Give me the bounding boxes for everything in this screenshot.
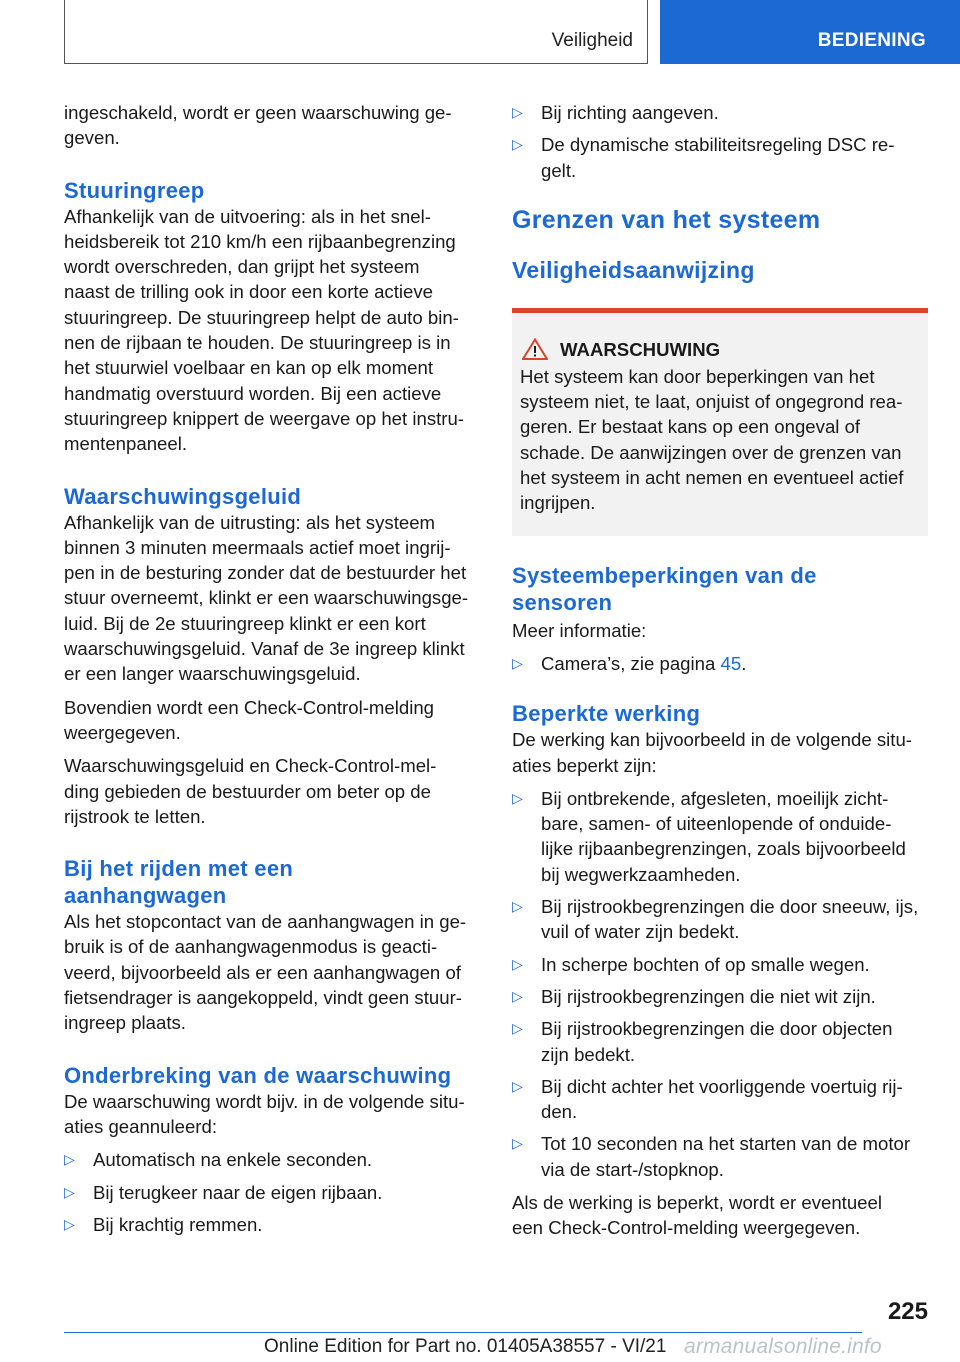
right-column [512,100,928,1241]
triangle-bullet-icon: ▷ [512,987,523,1004]
aanhangwagen-heading: Bij het rijden met een aanhangwagen [64,856,294,909]
list-item: ▷ Bij ontbrekende, afgesleten, moeilijk zicht- bare, samen- of uiteenlopende of onduide- lijke rijbaanbegrenzingen, zoals bijvoorbeeld bij wegwerkzaamheden. [512,787,906,885]
beperkte-werking-list [512,786,928,1182]
list-item: ▷ In scherpe bochten of op smalle wegen. [512,952,928,977]
triangle-bullet-icon: ▷ [64,1215,75,1232]
beperkte-werking-heading: Beperkte werking [512,701,701,727]
list-item: ▷ Bij rijstrookbegrenzingen die door objecten zijn bedekt. [512,1018,893,1065]
chapter-title: BEDIENING [817,30,926,51]
triangle-bullet-icon: ▷ [64,1183,75,1200]
section-title: Veiligheid [551,30,633,51]
waarschuwingsgeluid-p2: Bovendien wordt een Check-Control-melding weergegeven. [64,696,435,743]
list-item: ▷ Bij dicht achter het voorliggende voertuig rij- den. [512,1075,903,1123]
triangle-bullet-icon: ▷ [512,136,523,153]
list-item: ▷ Bij terugkeer naar de eigen rijbaan. [64,1180,478,1205]
triangle-bullet-icon: ▷ [512,104,523,120]
top-list [512,100,928,183]
triangle-bullet-icon: ▷ [512,789,523,806]
list-item: ▷ Tot 10 seconden na het starten van de motor via de start-/stopknop. [512,1133,911,1180]
list-item: ▷ Camera’s, zie pagina 45. [512,651,928,676]
onderbreking-list [64,1147,478,1237]
page-number: 225 [887,1298,928,1325]
onderbreking-heading: Onderbreking van de waarschuwing [64,1062,452,1088]
triangle-bullet-icon: ▷ [512,955,523,972]
watermark-logo: armanualsonline.info [684,1335,882,1358]
waarschuwingsgeluid-body: Afhankelijk van de uitrusting: als het systeem binnen 3 minuten meermaals actief moet ingrij- pen in de besturing zonder dat de bestuurder het stuur overneemt, klinkt er een waarschuwingsge- luid. Bij de 2e stuuringreep klinkt er een kort waarschuwingsgeluid. Vanaf de 3e ingreep klinkt er een langer waarschuwingsgeluid. [64,511,469,685]
list-item: ▷ Bij richting aangeven. [512,100,928,125]
header-frame [64,0,648,64]
chapter-tab [660,0,960,64]
triangle-bullet-icon: ▷ [512,1135,523,1152]
intro-paragraph: ingeschakeld, wordt er geen waarschuwing ge- geven. [64,102,452,149]
warning-triangle-icon [522,338,548,360]
triangle-bullet-icon: ▷ [512,654,523,671]
warning-title-row [520,337,920,362]
warning-body: Het systeem kan door beperkingen van het systeem niet, te laat, onjuist of ongegrond rea- geren. Er bestaat kans op een ongeval of schade. De aanwijzingen over de grenzen van het systeem in acht nemen en eventueel actief ingrijpen. [520,365,904,514]
sensoren-list [512,651,928,676]
waarschuwingsgeluid-heading: Waarschuwingsgeluid [64,483,302,509]
edition-text: Online Edition for Part no. 01405A38557 - VI/21 [264,1336,667,1357]
aanhangwagen-body: Als het stopcontact van de aanhangwagen in ge- bruik is of de aanhangwagenmodus is geacti- veerd, bijvoorbeeld als er een aanhangwagen of fietsendrager is aangekoppeld, vindt geen stuur- ingreep plaats. [64,911,467,1034]
left-column [64,100,478,1237]
sensoren-body: Meer informatie: [512,619,647,641]
warning-title: WAARSCHUWING [560,338,721,360]
warning-box [512,308,928,536]
list-item: ▷ Bij rijstrookbegrenzingen die door sneeuw, ijs, vuil of water zijn bedekt. [512,896,919,943]
list-item: ▷ De dynamische stabiliteitsregeling DSC re- gelt. [512,134,895,181]
page-link[interactable]: 45 [720,652,742,674]
closing-paragraph: Als de werking is beperkt, wordt er eventueel een Check-Control-melding weergegeven. [512,1192,882,1239]
triangle-bullet-icon: ▷ [512,1077,523,1094]
triangle-bullet-icon: ▷ [64,1151,75,1168]
beperkte-werking-body: De werking kan bijvoorbeeld in de volgende situ- aties beperkt zijn: [512,729,913,776]
grenzen-heading: Grenzen van het systeem [512,205,821,234]
list-item: ▷ Automatisch na enkele seconden. [64,1147,478,1172]
stuuringreep-body: Afhankelijk van de uitvoering: als in het snel- heidsbereik tot 210 km/h een rijbaanbegrenzing wordt overschreden, dan grijpt het systeem naast de trilling ook in door een korte actieve stuuringreep. De stuuringreep helpt de auto bin- nen de rijbaan te houden. De stuuringreep is in het stuurwiel voelbaar en kan op elk moment handmatig overstuurd worden. Bij een actieve stuuringreep knippert de weergave op het instru- mentenpaneel. [64,205,465,455]
list-item: ▷ Bij rijstrookbegrenzingen die niet wit zijn. [512,984,928,1009]
onderbreking-body: De waarschuwing wordt bijv. in de volgende situ- aties geannuleerd: [64,1090,465,1137]
triangle-bullet-icon: ▷ [512,898,523,915]
triangle-bullet-icon: ▷ [512,1020,523,1037]
footer-rule [64,1332,862,1333]
waarschuwingsgeluid-p3: Waarschuwingsgeluid en Check-Control-mel- ding gebieden de bestuurder om beter op de rijstrook te letten. [64,755,437,827]
stuuringreep-heading: Stuuringreep [64,177,205,203]
veiligheidsaanwijzing-heading: Veiligheidsaanwijzing [512,256,755,283]
list-item: ▷ Bij krachtig remmen. [64,1212,478,1237]
sensoren-heading: Systeembeperkingen van de sensoren [512,562,817,615]
